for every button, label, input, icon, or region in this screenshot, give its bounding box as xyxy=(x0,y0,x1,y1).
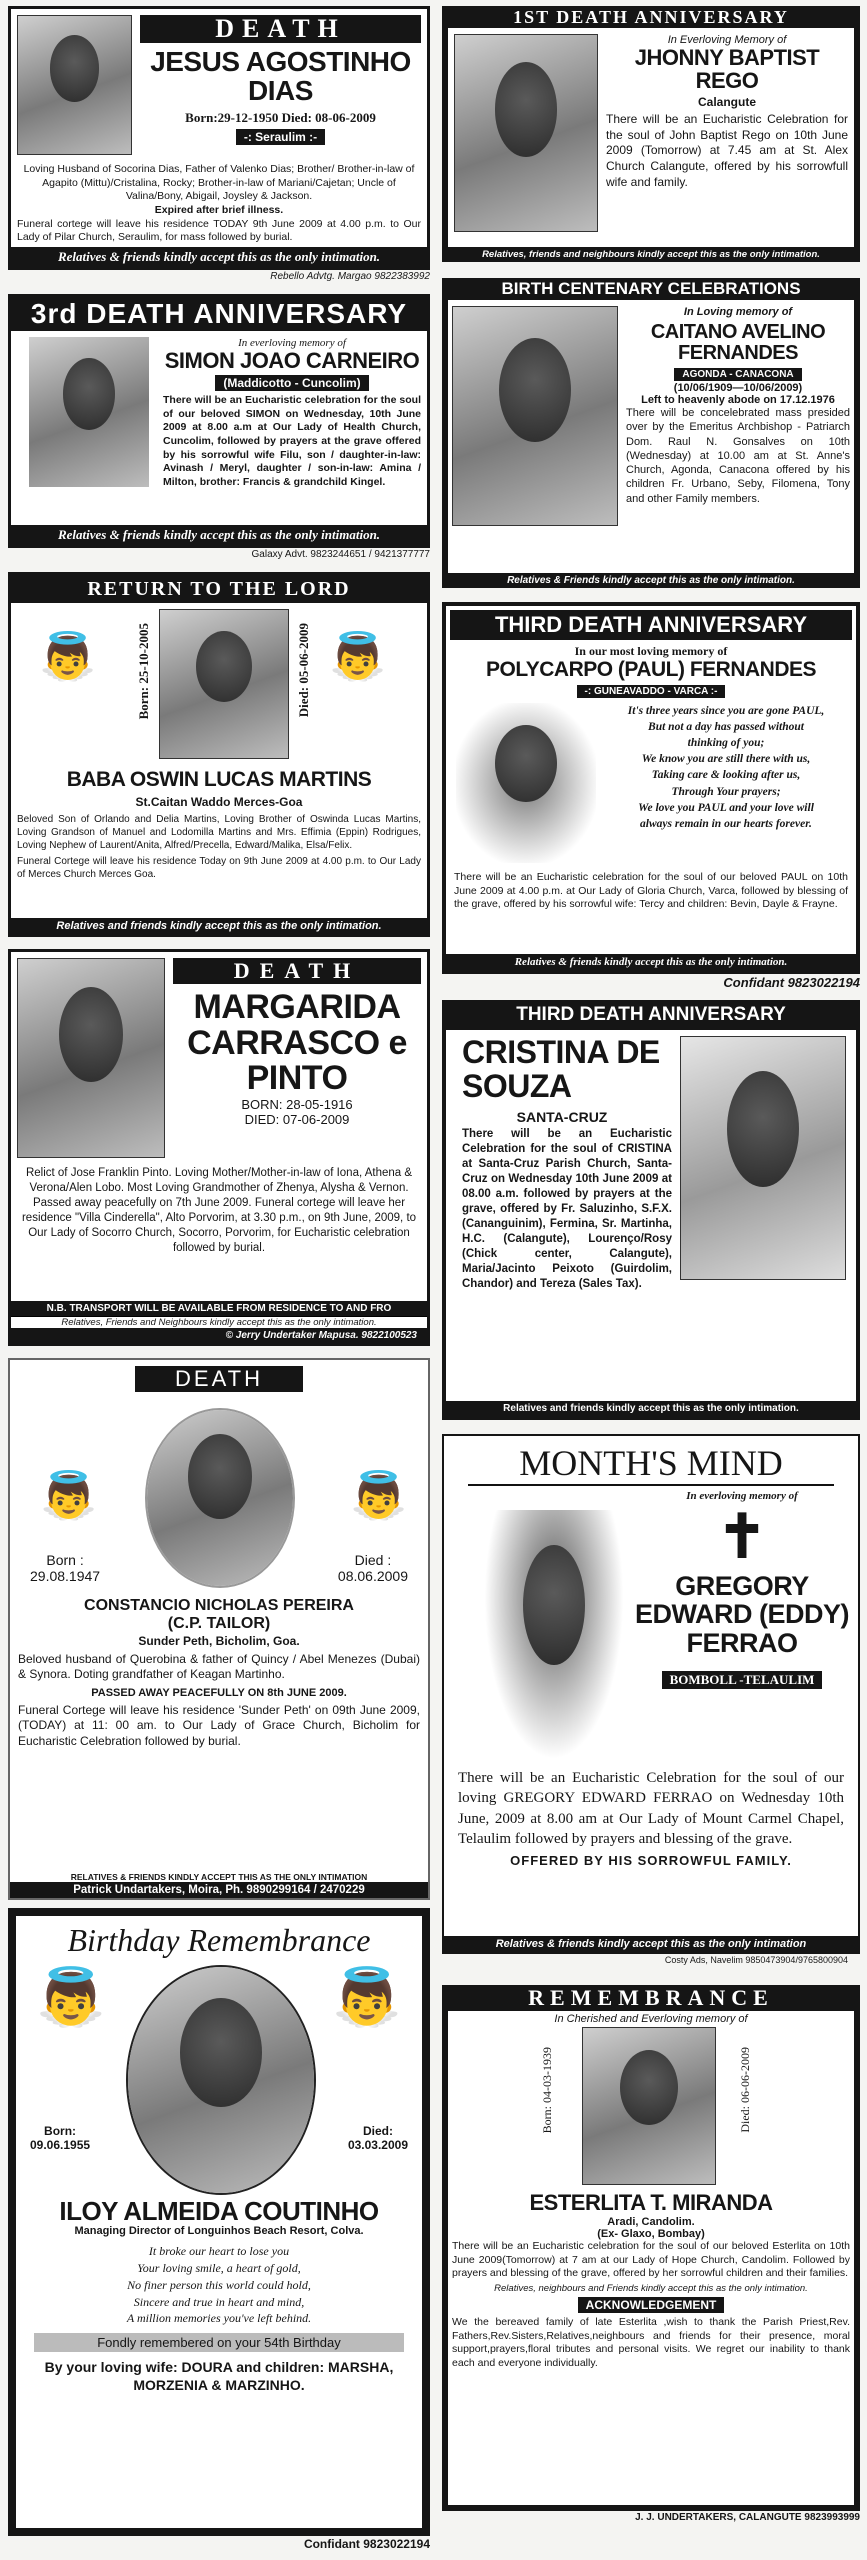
notice-jesus-dias xyxy=(8,6,430,270)
notice-header: DEATH xyxy=(140,15,421,43)
credit: Galaxy Advt. 9823244651 / 9421377777 xyxy=(251,548,430,560)
place: BOMBOLL -TELAULIM xyxy=(662,1671,823,1689)
notice-cristina-desouza xyxy=(442,1000,860,1420)
intro: In Everloving Memory of xyxy=(667,34,787,46)
poem-line: Taking care & looking after us, xyxy=(651,769,801,782)
died-date: Died: 06-06-2009 xyxy=(738,2047,752,2133)
notice-baba-martins xyxy=(8,572,430,937)
poem-line: We love you PAUL and your love will xyxy=(638,801,814,814)
place: (Maddicotto - Cuncolim) xyxy=(215,375,368,391)
notice-header: 1ST DEATH ANNIVERSARY xyxy=(442,6,860,28)
photo xyxy=(454,34,598,232)
by-family: By your loving wife: DOURA and children: MARSHA, MORZENIA & MARZINHO. xyxy=(44,2359,394,2394)
body: There will be an Eucharistic Celebration for the soul of John Baptist Rego on 10th June 2009 (Tomorrow) at 7.45 am at St. Alex Church Calangute, offered by his sorrowfull wife and family. xyxy=(606,112,848,189)
place: Aradi, Candolim. xyxy=(607,2216,695,2229)
photo xyxy=(159,609,289,759)
photo xyxy=(147,1410,293,1586)
body: Beloved Son of Orlando and Delia Martins, Loving Brother of Oswinda Lucas Martins, Loving Grandson of Manuel and Lodomilla Martins and Mrs. Effimia (Eppin) Rodrigues, Loving Nephew of Laurent/Anita, Alfred/Precella, Edward/Malika, Elsa/Felix. xyxy=(17,813,421,851)
photo xyxy=(484,1510,624,1760)
intro: In Loving memory of xyxy=(683,306,793,318)
footer: Relatives & friends kindly accept this as the only intimation. xyxy=(11,525,427,545)
footer: RELATIVES & FRIENDS KINDLY ACCEPT THIS AS THE ONLY INTIMATION xyxy=(70,1871,368,1882)
born-date: Born: 04-03-1939 xyxy=(540,2047,554,2134)
died-date: 08.06.2009 xyxy=(337,1567,408,1584)
notice-header: THIRD DEATH ANNIVERSARY xyxy=(450,610,852,640)
intro: In our most loving memory of xyxy=(574,644,728,658)
deceased-name: MARGARIDA CARRASCO e PINTO xyxy=(187,987,407,1098)
photo xyxy=(17,958,165,1158)
body: There will be an Eucharistic celebration for the soul of our beloved SIMON on Wednesday, 10th June 2009 at 8.00 a.m at Our Lady of Health Church, Cuncolim, followed by prayers at the grave offered by his sorrowful wife Filu, son / daughter-in-law: Avinash / Meryl, daughter / son-in-law: Amina / Milton, brother: Francis & grandchild Kingel. xyxy=(163,393,421,488)
notice-header: REMEMBRANCE xyxy=(442,1985,860,2011)
photo xyxy=(29,337,149,487)
poem-line: A million memories you've left behind. xyxy=(126,2311,312,2326)
credit: Confidant 9823022194 xyxy=(723,975,860,990)
fondly: Fondly remembered on your 54th Birthday xyxy=(34,2333,404,2352)
poem-line: It broke our heart to lose you xyxy=(148,2244,290,2259)
body: Loving Husband of Socorina Dias, Father of Valenko Dias; Brother/ Brother-in-law of Agapito (Mittu)/Cristalina, Rocky; Brother-in-law of Mariani/Cajetan; Uncle of Valina/Bony, Abigail, Joysley & Jackson. xyxy=(23,163,415,203)
acknowledgement-header: ACKNOWLEDGEMENT xyxy=(578,2297,725,2313)
place: Calangute xyxy=(697,95,756,110)
angel-icon: 👼 xyxy=(350,1468,408,1521)
credit: J. J. UNDERTAKERS, CALANGUTE 9823993999 xyxy=(635,2512,860,2523)
poem-line: Your loving smile, a heart of gold, xyxy=(137,2260,301,2275)
body: Beloved husband of Querobina & father of Quincy / Abel Menezes (Dubai) & Synora. Doting grandfather of Keagan Martinho. xyxy=(18,1651,420,1682)
photo xyxy=(680,1036,846,1280)
notice-header: DEATH xyxy=(135,1366,303,1392)
photo xyxy=(582,2027,716,2185)
born-date: Born: 25-10-2005 xyxy=(136,622,151,720)
poem-line: It's three years since you are gone PAUL, xyxy=(627,705,825,718)
died-date: Died: 05-06-2009 xyxy=(296,622,311,718)
body: There will be an Eucharistic celebration for the soul of our beloved Esterlita on 10th June 2009(Tomorrow) at 7 am at our Lady of Hope Church, Candolim. Followed by prayers and blessing of the grave, offered by her sorrowful children and their families. xyxy=(452,2240,850,2280)
place-note: (Ex- Glaxo, Bombay) xyxy=(597,2228,705,2241)
angel-icon: 👼 xyxy=(332,1964,402,2028)
photo xyxy=(17,15,132,155)
dates: Born:29-12-1950 Died: 08-06-2009 xyxy=(185,109,376,125)
intro: In everloving memory of xyxy=(686,1490,798,1502)
notice-iloy-coutinho xyxy=(8,1908,430,2536)
footer: Relatives & Friends kindly accept this as the only intimation. xyxy=(442,573,860,588)
funeral: Funeral Cortege will leave his residence 'Sunder Peth' on 09th June 2009, (TODAY) at 11: 00 am. to Our Lady of Grace Church, Bicholim for Eucharistic Celebration followed by burial. xyxy=(18,1702,420,1748)
transport-note: N.B. TRANSPORT WILL BE AVAILABLE FROM RESIDENCE TO AND FRO xyxy=(11,1301,427,1316)
body: There will be concelebrated mass presided over by the Emeritus Archbishop - Patriarch Dom. Raul N. Gonsalves on 10th (Wednesday) at 10.00 am at St. Anne's Church, Agonda, Canacona offered by his children Fr. Urbano, Seby, Filomena, Tony and other Family members. xyxy=(626,407,850,505)
body: There will be an Eucharistic celebration for the soul of our beloved PAUL on 10th June 2009 at 4.00 p.m. at Our Lady of Gloria Church, Varca, followed by blessing of the grave, offered by his sorrowful wife: Tercy and children: Bevin, Dayle & Frayne. xyxy=(454,871,848,911)
credit: Patrick Undartakers, Moira, Ph. 9890299164 / 2470229 xyxy=(10,1882,428,1898)
place: -: GUNEAVADDO - VARCA :- xyxy=(577,685,726,698)
note: Expired after brief illness. xyxy=(154,203,284,216)
place: SANTA-CRUZ xyxy=(516,1109,608,1126)
credit: Confidant 9823022194 xyxy=(303,2536,430,2551)
born-date: 09.06.1955 xyxy=(30,2137,91,2152)
footer: Relatives & friends kindly accept this as the only intimation. xyxy=(11,247,427,267)
notice-simon-carneiro xyxy=(8,294,430,548)
footer: Relatives, Friends and Neighbours kindly accept this as the only intimation. xyxy=(11,1316,427,1328)
notice-header: BIRTH CENTENARY CELEBRATIONS xyxy=(442,278,860,300)
body: Relict of Jose Franklin Pinto. Loving Mother/Mother-in-law of Iona, Athena & Verona/Alen Lobo. Most Loving Grandmother of Zhenya, Alysha & Vernon. Passed away peacefully on 7th June 2009. Funeral cortege will leave her residence "Villa Cinderella", Alto Porvorim, at 3.30 p.m., on 9th June, 2009, to Our Lady of Socorro Church, Socorro, Porvorim, for Eucharistic celebration followed by burial. xyxy=(21,1166,417,1254)
poem xyxy=(16,2243,422,2327)
footer: Relatives & friends kindly accept this as the only intimation xyxy=(444,1936,858,1952)
deceased-name: CONSTANCIO NICHOLAS PEREIRA (C.P. TAILOR) xyxy=(84,1596,354,1633)
born-date: 29.08.1947 xyxy=(30,1567,101,1584)
footer: Relatives and friends kindly accept this as the only intimation. xyxy=(446,1401,856,1416)
poem-line: Sincere and true in heart and mind, xyxy=(133,2294,305,2309)
deceased-name: GREGORY EDWARD (EDDY) FERRAO xyxy=(635,1571,849,1658)
deceased-name: POLYCARPO (PAUL) FERNANDES xyxy=(485,658,817,681)
poem-line: No finer person this world could hold, xyxy=(127,2277,311,2292)
intro: In Cherished and Everloving memory of xyxy=(554,2013,748,2025)
funeral: Funeral Cortege will leave his residence Today on 9th June 2009 at 4.00 p.m. to Our Lady of Merces Church Merces Goa. xyxy=(17,855,421,880)
left-column xyxy=(8,6,430,2551)
poem-line: thinking of you; xyxy=(687,737,765,750)
deceased-name: CAITANO AVELINO FERNANDES xyxy=(650,321,826,364)
place: -: Seraulim :- xyxy=(236,129,325,145)
angel-icon: 👼 xyxy=(36,1964,106,2028)
deceased-name: JHONNY BAPTIST REGO xyxy=(634,45,820,94)
died-label: Died: xyxy=(362,2123,393,2138)
died-date: DIED: 07-06-2009 xyxy=(244,1111,350,1127)
photo xyxy=(456,703,596,863)
notice-header: RETURN TO THE LORD xyxy=(11,575,427,603)
poem xyxy=(604,703,848,832)
deceased-name: ILOY ALMEIDA COUTINHO xyxy=(59,2195,379,2226)
acknowledgement-body: We the bereaved family of late Esterlita ,wish to thank the Parish Priest,Rev. Fathers,Rev.Sisters,Relatives,neighbours and friends for their presence, moral support,prayers,floral tributes and personal visits. We regret our inability to thank each and everyone individually. xyxy=(452,2316,850,2369)
photo xyxy=(452,306,618,526)
left-note: Left to heavenly abode on 17.12.1976 xyxy=(641,394,835,406)
deceased-name: SIMON JOAO CARNEIRO xyxy=(164,347,420,373)
born-label: Born : xyxy=(46,1551,84,1568)
deceased-name: BABA OSWIN LUCAS MARTINS xyxy=(66,767,372,791)
deceased-name: CRISTINA DE SOUZA xyxy=(462,1034,660,1104)
right-column xyxy=(442,6,860,2523)
offered: OFFERED BY HIS SORROWFUL FAMILY. xyxy=(510,1853,792,1868)
angel-icon: 👼 xyxy=(329,629,387,682)
body: There will be an Eucharistic Celebration for the soul of our loving GREGORY EDWARD FERRAO on Wednesday 10th June, 2009 at 8.00 am at Our Lady of Mount Carmel Chapel, Telaulim followed by prayers and blessing of the grave. xyxy=(458,1770,844,1847)
notice-header: MONTH'S MIND xyxy=(468,1442,834,1486)
angel-icon: 👼 xyxy=(39,629,97,682)
place: Sunder Peth, Bicholim, Goa. xyxy=(138,1633,300,1648)
notice-header: THIRD DEATH ANNIVERSARY xyxy=(442,1000,860,1030)
poem-line: We know you are still there with us, xyxy=(641,753,811,766)
intro: In everloving memory of xyxy=(238,336,346,349)
notice-gregory-ferrao xyxy=(442,1434,860,1954)
died-label: Died : xyxy=(354,1551,392,1568)
place: AGONDA - CANACONA xyxy=(674,368,801,381)
photo xyxy=(128,1967,314,2193)
deceased-name: ESTERLITA T. MIRANDA xyxy=(529,2190,773,2215)
notice-esterlita-miranda xyxy=(442,1985,860,2511)
notice-jhonny-rego xyxy=(442,6,860,262)
notice-header: Birthday Remembrance xyxy=(67,1921,371,1958)
notice-caitano-fernandes xyxy=(442,278,860,588)
note: Relatives, neighbours and Friends kindly accept this as the only intimation. xyxy=(494,2283,808,2295)
footer: Relatives and friends kindly accept this as the only intimation. xyxy=(11,918,427,934)
funeral: Funeral cortege will leave his residence TODAY 9th June 2009 at 4.00 p.m. to Our Lady of Pilar Church, Seraulim, for mass followed by burial. xyxy=(17,217,421,244)
footer: Relatives & friends kindly accept this as the only intimation. xyxy=(446,954,856,970)
notice-margarida-pinto xyxy=(8,949,430,1346)
credit: Rebello Advtg. Margao 9822383992 xyxy=(270,270,430,282)
title: Managing Director of Longuinhos Beach Resort, Colva. xyxy=(74,2225,364,2238)
poem-line: But not a day has passed without xyxy=(648,721,804,734)
poem-line: always remain in our hearts forever. xyxy=(640,817,812,830)
place: St.Caitan Waddo Merces-Goa xyxy=(135,794,303,809)
notice-header: DEATH xyxy=(173,958,421,984)
poem-line: Through Your prayers; xyxy=(671,785,781,798)
notice-constancio-pereira xyxy=(8,1358,430,1900)
born-date: BORN: 28-05-1916 xyxy=(241,1096,353,1112)
deceased-name: JESUS AGOSTINHO DIAS xyxy=(150,46,411,107)
notice-header: 3rd DEATH ANNIVERSARY xyxy=(11,297,427,331)
cross-icon: ✝ xyxy=(716,1503,768,1570)
died-date: 03.03.2009 xyxy=(347,2137,408,2152)
body: There will be an Eucharistic Celebration for the soul of CRISTINA at Santa-Cruz Parish Church, Santa-Cruz on Wednesday 10th June 2009 at 08.00 a.m. followed by prayers at the grave, offered by Fr. Saluzinho, S.F.X. (Cananguinim), Fermina, Sr. Martinha, H.C. (Calangute), Lourenço/Rosy (Chick center, Calangute), Maria/Jacinto Peixoto (Guirdolim, Chandor) and Tereza (Sales Tax). xyxy=(462,1128,672,1290)
born-label: Born: xyxy=(44,2123,77,2138)
dates: (10/06/1909—10/06/2009) xyxy=(673,382,803,394)
passed: PASSED AWAY PEACEFULLY ON 8th JUNE 2009. xyxy=(91,1686,347,1699)
footer: Relatives, friends and neighbours kindly accept this as the only intimation. xyxy=(442,247,860,262)
credit: © Jerry Undertaker Mapusa. 9822100523 xyxy=(11,1328,427,1343)
credit: Costy Ads, Navelim 9850473904/9765800904 xyxy=(664,1955,848,1965)
angel-icon: 👼 xyxy=(40,1468,98,1521)
notice-polycarpo-fernandes xyxy=(442,602,860,974)
